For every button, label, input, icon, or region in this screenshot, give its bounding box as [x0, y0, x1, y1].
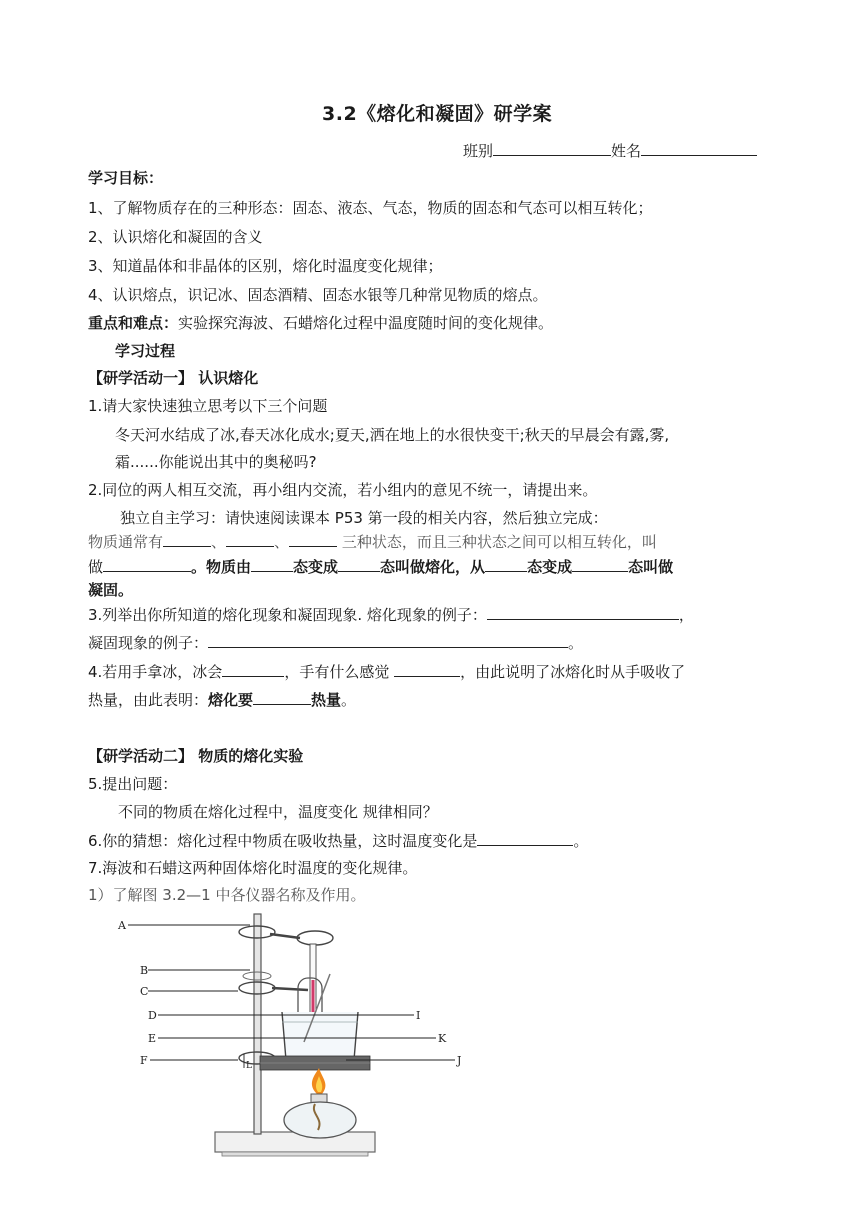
- student-info: [463, 140, 757, 162]
- blank-term[interactable]: [103, 556, 191, 572]
- melting-example-blank[interactable]: [487, 604, 679, 620]
- label-f: F: [140, 1054, 148, 1067]
- goal-item: 2、认识熔化和凝固的含义: [88, 228, 263, 246]
- question-5-text: 不同的物质在熔化过程中，温度变化 规律相同？: [118, 803, 438, 821]
- alcohol-lamp: [284, 1102, 356, 1138]
- blank-to-1[interactable]: [338, 556, 380, 572]
- blank-to-2[interactable]: [572, 556, 628, 572]
- question-4: 4.若用手拿冰，冰会 ，手有什么感觉 ，由此说明了冰熔化时从手吸收了: [88, 663, 686, 681]
- blank-state-3[interactable]: [289, 531, 337, 547]
- label-k: K: [438, 1032, 447, 1045]
- goal-item: 4、认识熔点，识记冰、固态酒精、固态水银等几种常见物质的熔点。: [88, 286, 548, 304]
- question-3-cont: 凝固现象的例子： 。: [88, 634, 584, 652]
- stand-base: [215, 1132, 375, 1152]
- question-5: 5.提出问题：: [88, 775, 178, 793]
- self-study: 独立自主学习：请快速阅读课本 P53 第一段的相关内容，然后独立完成：: [120, 509, 608, 527]
- freezing-example-blank[interactable]: [208, 632, 568, 648]
- label-e: E: [148, 1032, 157, 1045]
- name-label: 姓名: [611, 142, 642, 160]
- blank-from-2[interactable]: [485, 556, 527, 572]
- beaker: [282, 1012, 358, 1060]
- label-j: J: [457, 1054, 462, 1067]
- question-6: 6.你的猜想：熔化过程中物质在吸收热量，这时温度变化是 。: [88, 832, 589, 850]
- fill-line-2: 做 。物质由 态变成 态叫做熔化，从 态变成 态叫做: [88, 558, 674, 576]
- activity2-heading: 【研学活动二】 物质的熔化实验: [88, 747, 304, 765]
- label-d: D: [148, 1009, 157, 1022]
- name-blank[interactable]: [641, 140, 757, 156]
- hand-feeling-blank[interactable]: [394, 661, 460, 677]
- label-l: L: [246, 1061, 252, 1071]
- question-1-line2: 霜......你能说出其中的奥秘吗?: [115, 453, 317, 471]
- fill-line-1: 物质通常有 、 、 三种状态，而且三种状态之间可以相互转化，叫: [88, 533, 657, 551]
- label-a: A: [118, 919, 126, 932]
- blank-from-1[interactable]: [251, 556, 293, 572]
- page-title: 3.2《熔化和凝固》研学案: [322, 103, 553, 125]
- blank-state-1[interactable]: [163, 531, 211, 547]
- stand-rod: [254, 914, 261, 1134]
- question-1-line1: 冬天河水结成了冰,春天冰化成水;夏天,洒在地上的水很快变干;秋天的早晨会有露,雾,: [115, 426, 670, 444]
- melting-apparatus-figure: [110, 908, 480, 1170]
- top-clamp: [297, 931, 333, 945]
- label-c: C: [140, 985, 149, 998]
- key-text: 实验探究海波、石蜡熔化过程中温度随时间的变化规律。: [178, 314, 554, 332]
- ice-change-blank[interactable]: [222, 661, 284, 677]
- process-heading: 学习过程: [115, 342, 176, 360]
- heat-blank[interactable]: [253, 689, 311, 705]
- key-points: [88, 312, 553, 334]
- question-2: 2.同位的两人相互交流，再小组内交流，若小组内的意见不统一，请提出来。: [88, 481, 598, 499]
- question-7-sub1: 1）了解图 3.2—1 中各仪器名称及作用。: [88, 886, 366, 904]
- question-3: 3.列举出你所知道的熔化现象和凝固现象. 熔化现象的例子： ，: [88, 606, 694, 624]
- label-b: B: [140, 964, 149, 977]
- goals-heading: 学习目标：: [88, 169, 164, 187]
- label-i: I: [416, 1009, 421, 1022]
- key-label: 重点和难点：: [88, 314, 179, 332]
- goal-item: 3、知道晶体和非晶体的区别，熔化时温度变化规律；: [88, 257, 443, 275]
- class-label: 班别: [463, 142, 494, 160]
- goal-item: 1、了解物质存在的三种形态：固态、液态、气态，物质的固态和气态可以相互转化；: [88, 199, 653, 217]
- fill-line-3: 凝固。: [88, 581, 134, 599]
- guess-blank[interactable]: [477, 830, 573, 846]
- question-7: 7.海波和石蜡这两种固体熔化时温度的变化规律。: [88, 859, 418, 877]
- blank-state-2[interactable]: [226, 531, 274, 547]
- class-blank[interactable]: [493, 140, 611, 156]
- question-4-cont: 热量，由此表明：熔化要 热量。: [88, 691, 357, 709]
- activity1-heading: 【研学活动一】 认识熔化: [88, 369, 259, 387]
- question-1: 1.请大家快速独立思考以下三个问题: [88, 397, 328, 415]
